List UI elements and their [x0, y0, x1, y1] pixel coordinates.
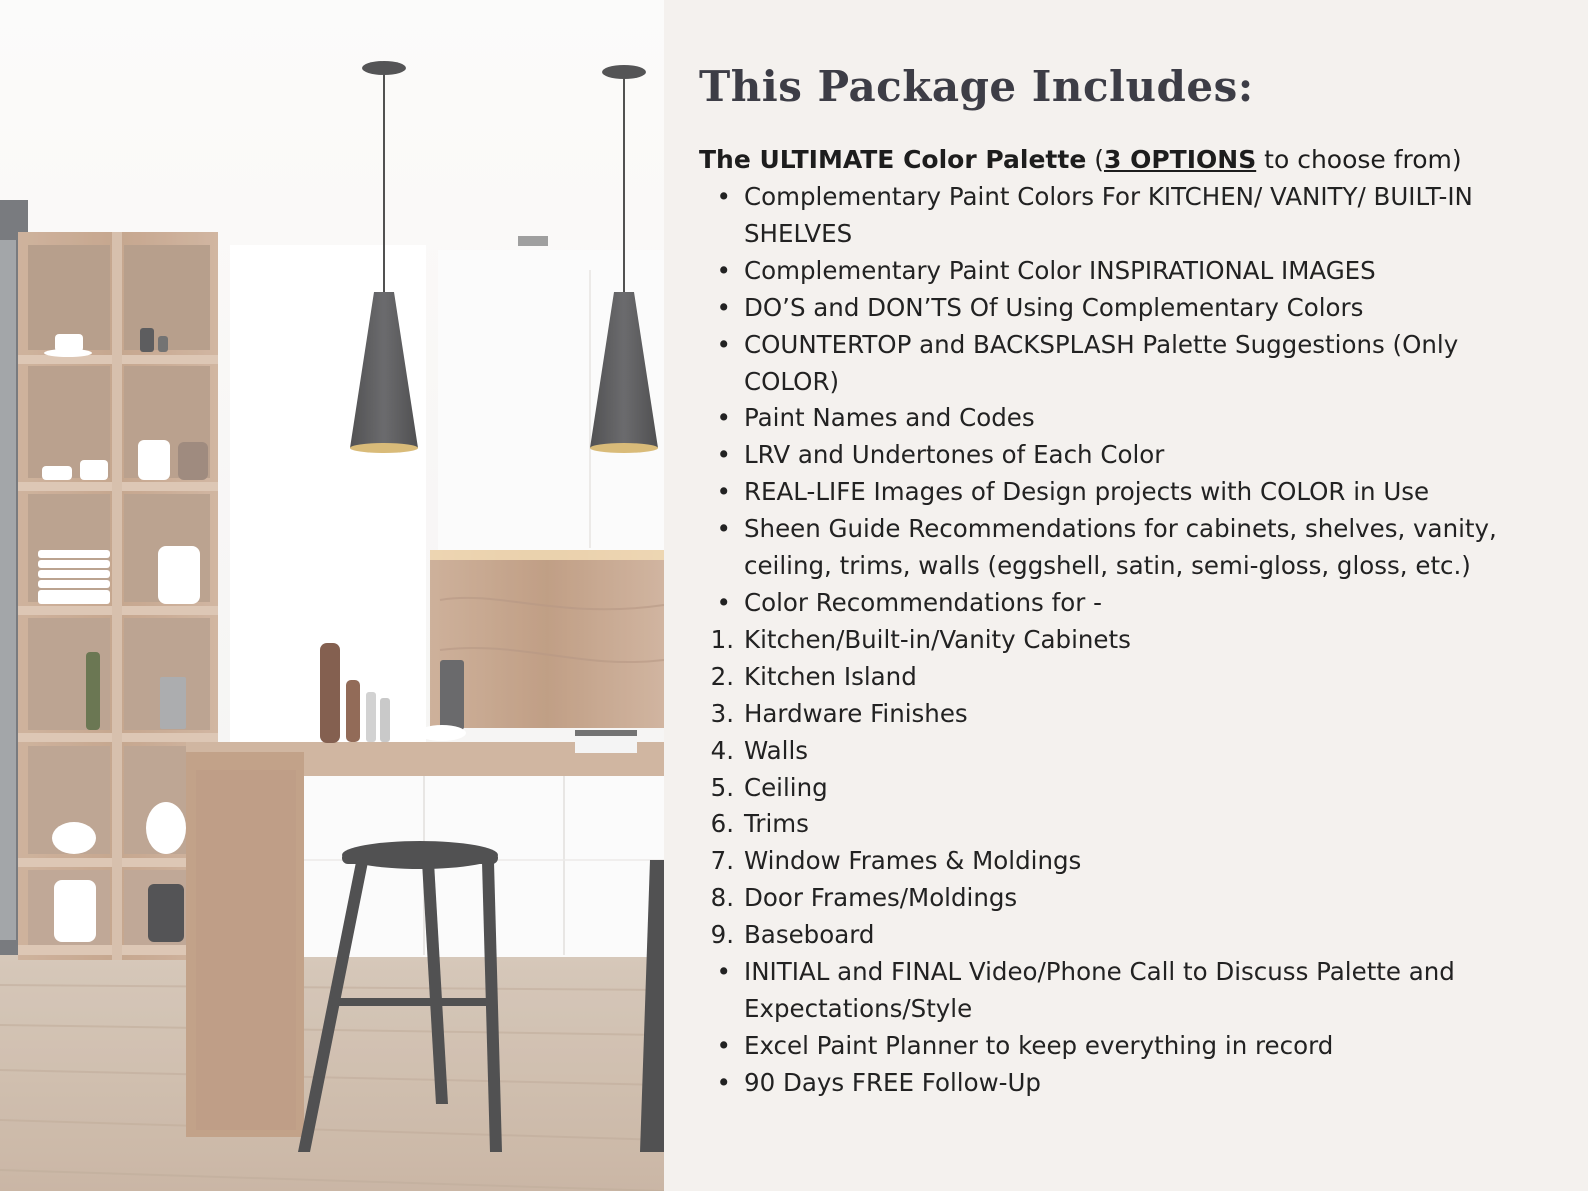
list-item [699, 474, 1559, 511]
list-item-text: INITIAL and FINAL Video/Phone Call to Discuss Palette and Expectations/Style [744, 957, 1455, 1023]
palette-name: The ULTIMATE Color Palette [699, 145, 1087, 174]
package-panel [664, 0, 1588, 1191]
list-item [699, 437, 1559, 474]
list-item-text: Walls [744, 735, 809, 765]
kitchen-photo [0, 0, 664, 1191]
list-item-text: LRV and Undertones of Each Color [744, 440, 1165, 470]
bullet-marker: • [716, 292, 731, 322]
list-item-text: COUNTERTOP and BACKSPLASH Palette Suggestions (Only COLOR) [744, 329, 1459, 396]
number-marker: 4. [710, 735, 734, 765]
list-item-text: Excel Paint Planner to keep everything in record [744, 1030, 1334, 1060]
bullet-marker: • [716, 477, 731, 507]
list-item [699, 585, 1559, 622]
list-item [699, 400, 1559, 437]
list-item [699, 179, 1559, 253]
bullet-marker: • [716, 182, 731, 211]
list-item-text: Paint Names and Codes [744, 403, 1035, 433]
bullet-marker: • [716, 514, 731, 544]
list-item-text: Complementary Paint Colors For KITCHEN/ VANITY/ BUILT-IN SHELVES [744, 182, 1473, 248]
bullet-marker: • [716, 1067, 731, 1097]
options-count: 3 OPTIONS [1103, 145, 1257, 174]
palette-lead [699, 142, 1569, 178]
lead-rest: to choose from) [1256, 145, 1462, 174]
number-marker: 5. [710, 772, 734, 802]
number-marker: 9. [710, 920, 734, 950]
list-item [699, 659, 1559, 696]
page-title: This Package Includes: [699, 62, 1254, 111]
list-item [699, 696, 1559, 733]
number-marker: 7. [710, 846, 734, 876]
bullet-marker: • [716, 587, 731, 617]
list-item [699, 843, 1559, 880]
list-item-text: 90 Days FREE Follow-Up [744, 1067, 1041, 1097]
number-marker: 1. [710, 624, 734, 654]
list-item [699, 806, 1559, 843]
list-item [699, 1065, 1559, 1102]
list-item [699, 917, 1559, 954]
bullet-marker: • [716, 329, 731, 359]
number-marker: 2. [710, 661, 734, 691]
bullet-marker: • [716, 1030, 731, 1060]
list-item-text: Baseboard [744, 920, 875, 950]
number-marker: 8. [710, 883, 734, 913]
list-item-text: REAL-LIFE Images of Design projects with COLOR in Use [744, 477, 1430, 507]
list-item [699, 954, 1559, 1028]
list-item-text: Trims [744, 809, 809, 839]
bullet-marker: • [716, 440, 731, 470]
list-item [699, 253, 1559, 290]
list-item [699, 511, 1559, 585]
list-item-text: Kitchen/Built-in/Vanity Cabinets [744, 624, 1131, 654]
list-item-text: Window Frames & Moldings [744, 846, 1082, 876]
list-item-text: Color Recommendations for - [744, 587, 1102, 617]
included-items-list [699, 179, 1559, 1102]
list-item-text: Ceiling [744, 772, 828, 802]
list-item [699, 733, 1559, 770]
list-item [699, 770, 1559, 807]
number-marker: 3. [710, 698, 734, 728]
list-item-text: Complementary Paint Color INSPIRATIONAL IMAGES [744, 255, 1376, 285]
lead-open-paren: ( [1086, 145, 1104, 174]
list-item [699, 1028, 1559, 1065]
list-item-text: Door Frames/Moldings [744, 883, 1018, 913]
list-item [699, 880, 1559, 917]
bullet-marker: • [716, 957, 731, 987]
list-item-text: Hardware Finishes [744, 698, 968, 728]
bullet-marker: • [716, 403, 731, 433]
list-item-text: Kitchen Island [744, 661, 917, 691]
list-item [699, 327, 1559, 401]
number-marker: 6. [710, 809, 734, 839]
list-item [699, 290, 1559, 327]
list-item [699, 622, 1559, 659]
bullet-marker: • [716, 255, 731, 285]
list-item-text: Sheen Guide Recommendations for cabinets, shelves, vanity, ceiling, trims, walls (eggshell, satin, semi-gloss, gloss, etc.) [744, 514, 1497, 581]
list-item-text: DO’S and DON’TS Of Using Complementary Colors [744, 292, 1364, 322]
